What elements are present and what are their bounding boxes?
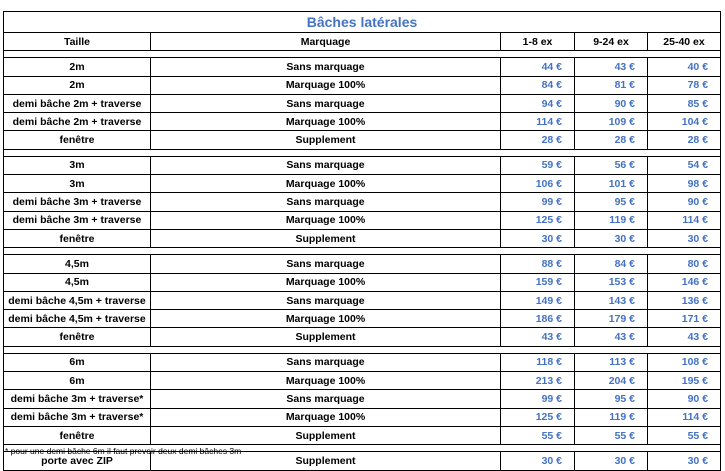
cell-price-9-24: 90 € bbox=[575, 94, 648, 112]
table-row bbox=[4, 211, 721, 229]
cell-price-1-8: 55 € bbox=[501, 426, 575, 444]
cell-price-1-8: 149 € bbox=[501, 291, 575, 309]
header-qty-25-40: 25-40 ex bbox=[648, 33, 721, 51]
separator-cell bbox=[4, 248, 721, 255]
header-row bbox=[4, 33, 721, 51]
cell-price-25-40: 80 € bbox=[648, 255, 721, 273]
header-qty-9-24: 9-24 ex bbox=[575, 33, 648, 51]
cell-price-9-24: 95 € bbox=[575, 390, 648, 408]
cell-price-9-24: 119 € bbox=[575, 211, 648, 229]
cell-price-25-40: 30 € bbox=[648, 229, 721, 247]
cell-size: demi bâche 3m + traverse* bbox=[4, 408, 151, 426]
cell-price-1-8: 30 € bbox=[501, 229, 575, 247]
table-row bbox=[4, 255, 721, 273]
separator-cell bbox=[4, 346, 721, 353]
cell-size: 2m bbox=[4, 76, 151, 94]
cell-size: 3m bbox=[4, 156, 151, 174]
cell-price-1-8: 94 € bbox=[501, 94, 575, 112]
cell-marking: Supplement bbox=[151, 426, 501, 444]
cell-price-1-8: 59 € bbox=[501, 156, 575, 174]
cell-marking: Marquage 100% bbox=[151, 408, 501, 426]
cell-marking: Marquage 100% bbox=[151, 175, 501, 193]
cell-price-25-40: 171 € bbox=[648, 310, 721, 328]
cell-price-9-24: 30 € bbox=[575, 452, 648, 470]
cell-marking: Marquage 100% bbox=[151, 113, 501, 131]
cell-price-25-40: 55 € bbox=[648, 426, 721, 444]
cell-size: demi bâche 4,5m + traverse bbox=[4, 310, 151, 328]
cell-price-1-8: 186 € bbox=[501, 310, 575, 328]
cell-price-9-24: 28 € bbox=[575, 131, 648, 149]
cell-price-25-40: 114 € bbox=[648, 211, 721, 229]
table-row bbox=[4, 273, 721, 291]
cell-price-9-24: 109 € bbox=[575, 113, 648, 131]
table-row bbox=[4, 94, 721, 112]
cell-size: fenêtre bbox=[4, 328, 151, 346]
cell-size: 3m bbox=[4, 175, 151, 193]
cell-price-9-24: 55 € bbox=[575, 426, 648, 444]
cell-price-25-40: 104 € bbox=[648, 113, 721, 131]
table-row bbox=[4, 58, 721, 76]
cell-marking: Marquage 100% bbox=[151, 273, 501, 291]
cell-price-1-8: 28 € bbox=[501, 131, 575, 149]
cell-price-25-40: 146 € bbox=[648, 273, 721, 291]
group-separator bbox=[4, 248, 721, 255]
cell-price-9-24: 81 € bbox=[575, 76, 648, 94]
cell-price-1-8: 30 € bbox=[501, 452, 575, 470]
cell-marking: Sans marquage bbox=[151, 58, 501, 76]
cell-marking: Sans marquage bbox=[151, 255, 501, 273]
cell-marking: Marquage 100% bbox=[151, 372, 501, 390]
group-separator bbox=[4, 346, 721, 353]
cell-size: 2m bbox=[4, 58, 151, 76]
table-title: Bâches latérales bbox=[4, 12, 721, 33]
header-marking: Marquage bbox=[151, 33, 501, 51]
cell-price-1-8: 106 € bbox=[501, 175, 575, 193]
cell-price-25-40: 78 € bbox=[648, 76, 721, 94]
table-row bbox=[4, 390, 721, 408]
price-table bbox=[3, 11, 721, 471]
cell-size: demi bâche 2m + traverse bbox=[4, 113, 151, 131]
cell-price-25-40: 85 € bbox=[648, 94, 721, 112]
separator-cell bbox=[4, 51, 721, 58]
table-title-row bbox=[4, 12, 721, 33]
cell-price-1-8: 43 € bbox=[501, 328, 575, 346]
group-separator bbox=[4, 149, 721, 156]
cell-price-1-8: 118 € bbox=[501, 353, 575, 371]
cell-price-9-24: 143 € bbox=[575, 291, 648, 309]
table-row bbox=[4, 328, 721, 346]
cell-size: demi bâche 2m + traverse bbox=[4, 94, 151, 112]
cell-price-25-40: 90 € bbox=[648, 390, 721, 408]
cell-price-1-8: 213 € bbox=[501, 372, 575, 390]
cell-price-9-24: 153 € bbox=[575, 273, 648, 291]
header-qty-1-8: 1-8 ex bbox=[501, 33, 575, 51]
cell-size: 4,5m bbox=[4, 255, 151, 273]
cell-size: demi bâche 3m + traverse bbox=[4, 211, 151, 229]
cell-marking: Supplement bbox=[151, 328, 501, 346]
cell-marking: Sans marquage bbox=[151, 193, 501, 211]
table-row bbox=[4, 175, 721, 193]
cell-marking: Sans marquage bbox=[151, 94, 501, 112]
cell-price-9-24: 179 € bbox=[575, 310, 648, 328]
cell-price-1-8: 159 € bbox=[501, 273, 575, 291]
cell-price-25-40: 90 € bbox=[648, 193, 721, 211]
cell-price-9-24: 43 € bbox=[575, 328, 648, 346]
cell-price-9-24: 56 € bbox=[575, 156, 648, 174]
table-row bbox=[4, 156, 721, 174]
cell-size: 4,5m bbox=[4, 273, 151, 291]
table-row bbox=[4, 426, 721, 444]
cell-price-25-40: 40 € bbox=[648, 58, 721, 76]
cell-price-9-24: 101 € bbox=[575, 175, 648, 193]
cell-price-9-24: 84 € bbox=[575, 255, 648, 273]
cell-marking: Supplement bbox=[151, 452, 501, 470]
cell-size: demi bâche 3m + traverse bbox=[4, 193, 151, 211]
table-row bbox=[4, 408, 721, 426]
cell-size: fenêtre bbox=[4, 131, 151, 149]
cell-price-25-40: 136 € bbox=[648, 291, 721, 309]
cell-price-1-8: 114 € bbox=[501, 113, 575, 131]
cell-price-9-24: 43 € bbox=[575, 58, 648, 76]
cell-marking: Sans marquage bbox=[151, 156, 501, 174]
cell-marking: Marquage 100% bbox=[151, 211, 501, 229]
table-row bbox=[4, 353, 721, 371]
group-separator bbox=[4, 51, 721, 58]
separator-cell bbox=[4, 149, 721, 156]
cell-size: fenêtre bbox=[4, 426, 151, 444]
cell-price-1-8: 125 € bbox=[501, 408, 575, 426]
footnote: * pour une demi bâche 6m il faut prevoir deux demi bâches 3m bbox=[5, 446, 242, 456]
cell-price-1-8: 99 € bbox=[501, 193, 575, 211]
cell-price-1-8: 44 € bbox=[501, 58, 575, 76]
cell-price-1-8: 84 € bbox=[501, 76, 575, 94]
cell-price-25-40: 30 € bbox=[648, 452, 721, 470]
table-row bbox=[4, 76, 721, 94]
cell-marking: Sans marquage bbox=[151, 291, 501, 309]
cell-price-25-40: 114 € bbox=[648, 408, 721, 426]
table-row bbox=[4, 229, 721, 247]
cell-marking: Supplement bbox=[151, 229, 501, 247]
cell-price-9-24: 113 € bbox=[575, 353, 648, 371]
table-row bbox=[4, 291, 721, 309]
cell-size: demi bâche 3m + traverse* bbox=[4, 390, 151, 408]
header-size: Taille bbox=[4, 33, 151, 51]
cell-size: fenêtre bbox=[4, 229, 151, 247]
table-row bbox=[4, 310, 721, 328]
cell-marking: Sans marquage bbox=[151, 390, 501, 408]
cell-marking: Marquage 100% bbox=[151, 76, 501, 94]
table-row bbox=[4, 193, 721, 211]
table-row bbox=[4, 131, 721, 149]
cell-price-9-24: 204 € bbox=[575, 372, 648, 390]
cell-price-9-24: 95 € bbox=[575, 193, 648, 211]
cell-price-1-8: 88 € bbox=[501, 255, 575, 273]
cell-marking: Supplement bbox=[151, 131, 501, 149]
cell-price-25-40: 98 € bbox=[648, 175, 721, 193]
cell-size: 6m bbox=[4, 372, 151, 390]
cell-price-25-40: 108 € bbox=[648, 353, 721, 371]
cell-price-9-24: 30 € bbox=[575, 229, 648, 247]
table-row bbox=[4, 372, 721, 390]
table-row bbox=[4, 113, 721, 131]
cell-marking: Sans marquage bbox=[151, 353, 501, 371]
price-table-container bbox=[3, 11, 720, 471]
cell-price-25-40: 195 € bbox=[648, 372, 721, 390]
cell-price-25-40: 28 € bbox=[648, 131, 721, 149]
cell-price-1-8: 99 € bbox=[501, 390, 575, 408]
cell-size: porte avec ZIP bbox=[4, 452, 151, 470]
cell-size: demi bâche 4,5m + traverse bbox=[4, 291, 151, 309]
cell-price-25-40: 54 € bbox=[648, 156, 721, 174]
cell-price-9-24: 119 € bbox=[575, 408, 648, 426]
cell-size: 6m bbox=[4, 353, 151, 371]
cell-price-25-40: 43 € bbox=[648, 328, 721, 346]
cell-marking: Marquage 100% bbox=[151, 310, 501, 328]
cell-price-1-8: 125 € bbox=[501, 211, 575, 229]
